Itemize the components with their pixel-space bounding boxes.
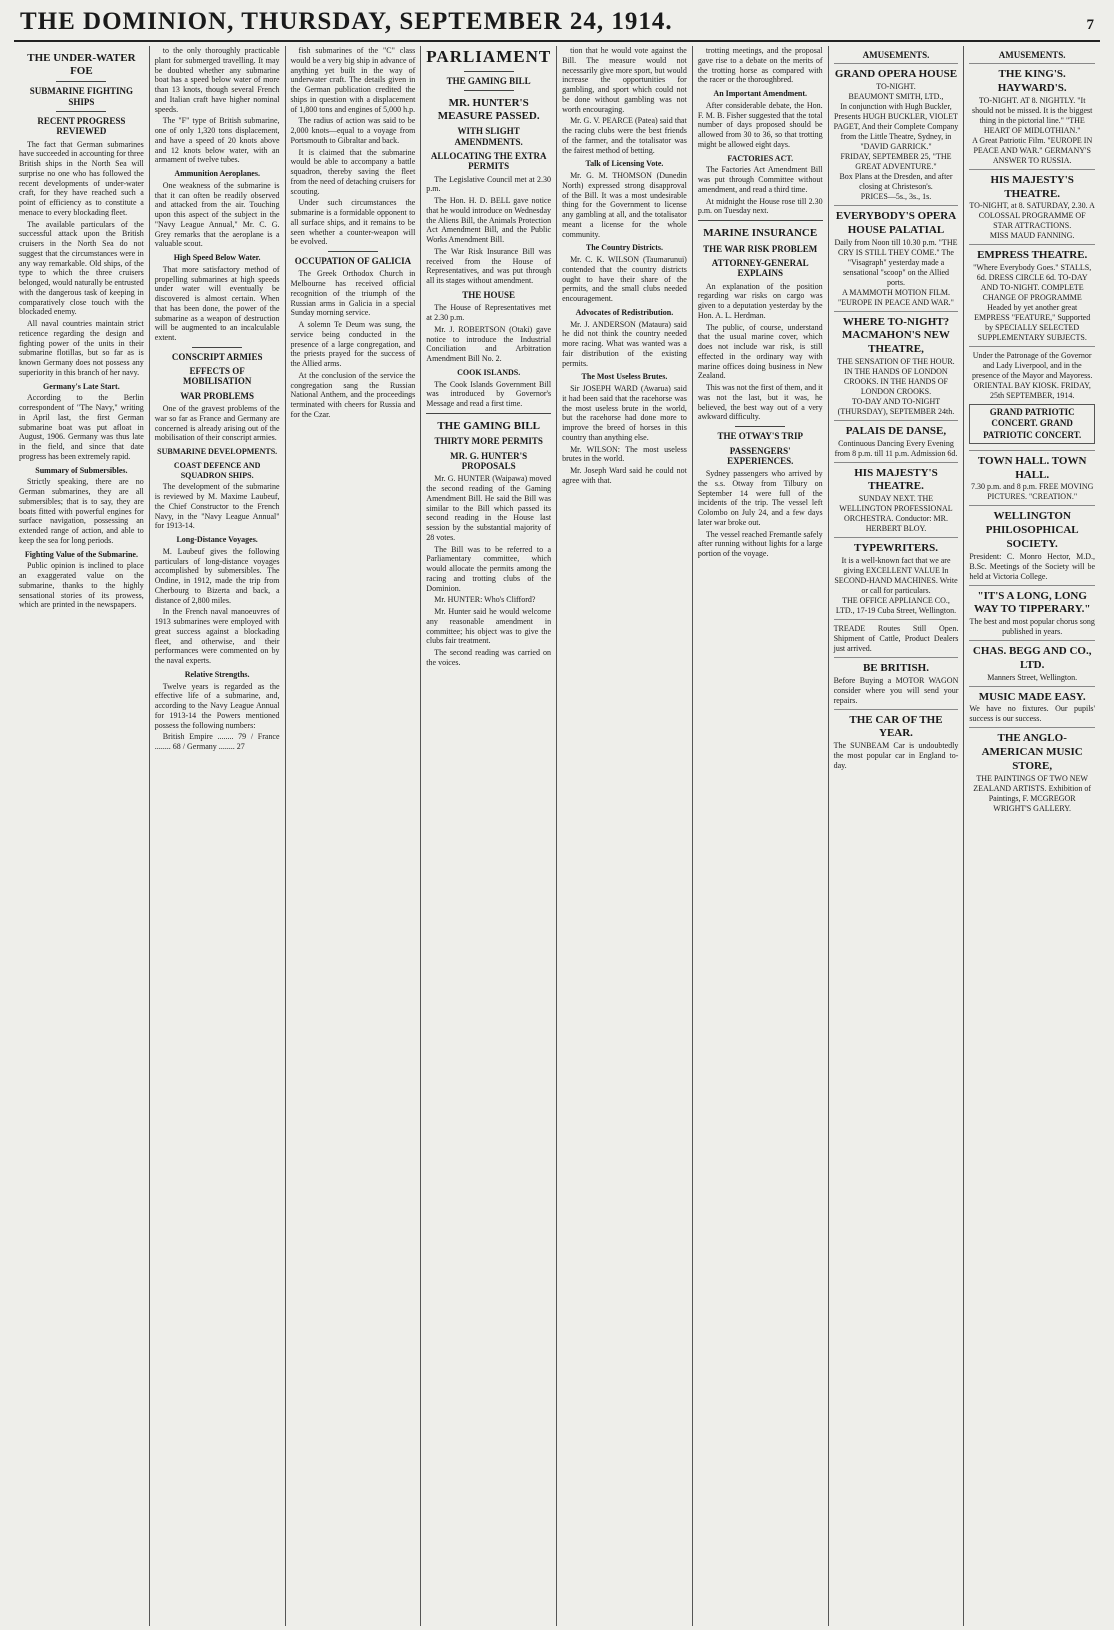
paragraph: The fact that German submarines have succeeded in accounting for three British ships in the North Sea will surprise no one who has followed the recent developments of under-water craft, for they have reached such a point of efficiency as to constitute a menace to every blockading fleet. <box>19 139 144 217</box>
ad-line: FRIDAY, SEPTEMBER 25, "THE GREAT ADVENTURE." <box>840 152 952 172</box>
paragraph: The Factories Act Amendment Bill was put through Committee without amendment, and read a third time. <box>697 165 823 194</box>
ad-title: WHERE TO-NIGHT? MACMAHON'S NEW THEATRE, <box>842 315 950 356</box>
paragraph: Mr. J. ROBERTSON (Otaki) gave notice to introduce the Industrial Conciliation and Arbitration Amendment Bill No. 2. <box>426 324 552 364</box>
ad-typewriters <box>834 537 959 619</box>
section-head: COAST DEFENCE AND SQUADRON SHIPS. <box>173 460 261 480</box>
section-head: FACTORIES ACT. <box>727 153 794 163</box>
divider <box>735 426 785 427</box>
ad-title: WELLINGTON PHILOSOPHICAL SOCIETY. <box>985 510 1079 550</box>
divider <box>426 413 551 414</box>
ad-line: THE PAINTINGS OF TWO NEW ZEALAND ARTISTS. Exhibition of Paintings, F. MCGREGOR WRIGHT'S GALLERY. <box>973 773 1092 813</box>
page-number: 7 <box>1086 17 1094 33</box>
subhead-war-problems: WAR PROBLEMS <box>180 390 255 401</box>
ad-line: 7.30 p.m. and 8 p.m. FREE MOVING PICTURES. "CREATION." <box>970 482 1094 502</box>
paragraph: Twelve years is regarded as the effective life of a submarine, and, according to the Navy League Annual for 1913-14 the Powers mentioned possess the following numbers: <box>154 681 280 730</box>
ad-philosophical-society <box>969 505 1095 584</box>
section-head: Relative Strengths. <box>184 669 250 679</box>
ad-line: Manners Street, Wellington. <box>987 672 1078 682</box>
ad-title: TYPEWRITERS. <box>853 542 938 555</box>
ad-title: THE CAR OF THE YEAR. <box>849 713 943 740</box>
subhead-war-risk: THE WAR RISK PROBLEM <box>703 243 818 254</box>
paragraph: The Legislative Council met at 2.30 p.m. <box>426 174 552 194</box>
column-6 <box>693 46 829 1626</box>
ad-line: President: C. Monro Hector, M.D., B.Sc. Meetings of the Society will be held at Victoria College. <box>969 551 1095 581</box>
paragraph: The available particulars of the successful attack upon the British cruisers in the North Sea do not suggest that the circumstances were in any way remarkable. Old ships, of the type to which the three cruisers belonged, would naturally be entrusted with the dangerous task of keeping in comparatively close touch with the blockaded enemy. <box>19 219 144 317</box>
ad-line: PRICES—5s., 3s., 1s. <box>860 192 932 202</box>
ad-line: In conjunction with Hugh Buckler, Presents HUGH BUCKLER, VIOLET PAGET, And their Complete Company from the Little Theatre, Sydney, in "DAVID GARRICK." <box>833 102 959 152</box>
paragraph: The development of the submarine is reviewed by M. Maxime Laubeuf, the Chief Constructor to the French Navy, in the "Navy League Annual" for 1913-14. <box>154 482 280 531</box>
masthead-title: THE DOMINION, THURSDAY, SEPTEMBER 24, 1914. <box>20 8 673 35</box>
ad-line: A MAMMOTH MOTION FILM. "EUROPE IN PEACE AND WAR." <box>838 287 954 307</box>
ad-be-british <box>834 657 959 709</box>
subhead-amendments: WITH SLIGHT AMENDMENTS. <box>454 126 523 147</box>
ad-line: SUNDAY NEXT. THE WELLINGTON PROFESSIONAL ORCHESTRA. Conductor: MR. HERBERT BLOY. <box>839 494 953 534</box>
divider <box>464 90 514 91</box>
ad-line: "Where Everybody Goes." STALLS, 6d. DRESS CIRCLE 6d. TO-DAY AND TO-NIGHT. COMPLETE CHANGE OF PROGRAMME <box>973 263 1092 303</box>
ad-trade-routes <box>834 619 959 657</box>
ad-line: Headed by yet another great EMPRESS "FEATURE," Supported by SPECIALLY SELECTED SUPPLEMENTARY SUBJECTS. <box>974 303 1091 343</box>
ad-macmahons <box>834 311 959 420</box>
paragraph: Mr. C. K. WILSON (Taumarunui) contended that the country districts ought to have their share of the permits, and the small clubs needed encouragement. <box>562 255 687 303</box>
subhead-otways-trip: THE OTWAY'S TRIP <box>717 431 803 442</box>
section-head: SUBMARINE DEVELOPMENTS. <box>157 447 278 457</box>
ad-palais-de-danse <box>834 420 959 462</box>
paragraph: The vessel reached Fremantle safely after running without lights for a large portion of the voyage. <box>697 529 823 559</box>
column-4 <box>421 46 557 1626</box>
paragraph: The House of Representatives met at 2.30 p.m. <box>426 303 552 323</box>
ad-everybodys <box>834 205 959 311</box>
column-2 <box>150 46 286 1626</box>
subhead-gaming-bill: THE GAMING BILL <box>446 75 531 86</box>
ad-line: Box Plans at the Dresden, and after closing at Christeson's. <box>839 172 953 192</box>
paragraph: According to the Berlin correspondent of "The Navy," writing in April last, the first German submarine boat was put afloat in August, 1906. Germany was thus late in the field, and since that date progress has been extremely rapid. <box>19 393 144 461</box>
subhead-hunters-proposals: MR. G. HUNTER'S PROPOSALS <box>450 450 528 472</box>
ad-line: TO-DAY AND TO-NIGHT (THURSDAY), SEPTEMBER 24th. <box>837 396 955 416</box>
section-head: The Most Useless Brutes. <box>581 372 668 382</box>
subhead-mobilisation: EFFECTS OF MOBILISATION <box>182 366 252 387</box>
paragraph: All naval countries maintain strict reticence regarding the design and fighting power of the units in their submarine flotillas, but so far as is known Germany does not possess any superiority in this branch of her navy. <box>19 319 144 377</box>
ad-title: THE ANGLO-AMERICAN MUSIC STORE, <box>981 732 1083 772</box>
paragraph: Under such circumstances the submarine is a formidable opponent to all surface ships, and it remains to be seen whether a counter-weapon will be evolved. <box>290 198 416 247</box>
column-3 <box>286 46 422 1626</box>
paragraph: trotting meetings, and the proposal gave rise to a debate on the merits of the trotting horse as compared with the racer or the thoroughbred. <box>697 46 823 85</box>
ad-town-hall <box>969 450 1095 506</box>
column-5 <box>557 46 693 1626</box>
column-8 <box>964 46 1100 1626</box>
section-head: High Speed Below Water. <box>173 253 261 262</box>
ad-anglo-american <box>969 727 1095 816</box>
paragraph: The second reading was carried on the voices. <box>426 648 552 667</box>
headline-gaming-bill: THE GAMING BILL <box>437 419 541 432</box>
ad-music-made-easy <box>969 686 1095 728</box>
ad-line: THE OFFICE APPLIANCE CO., LTD., 17-19 Cuba Street, Wellington. <box>835 595 957 615</box>
amusements-heading: AMUSEMENTS. <box>998 50 1066 60</box>
paragraph: Mr. J. ANDERSON (Mataura) said he did not think the country needed more racing. What was wanted was a fair distribution of the existing permits. <box>562 319 687 368</box>
ad-his-majestys <box>834 462 959 538</box>
section-head: Advocates of Redistribution. <box>575 307 674 317</box>
ad-line: GRAND PATRIOTIC CONCERT. GRAND PATRIOTIC CONCERT. <box>969 404 1095 444</box>
ad-line: The SUNBEAM Car is undoubtedly the most popular car in England to-day. <box>833 741 959 771</box>
ad-grand-opera-house <box>834 63 959 205</box>
ad-line: Daily from Noon till 10.30 p.m. "THE CRY IS STILL THEY COME." The "Visagraph" yesterday made a sensational "scoop" on the Allied ports. <box>834 237 958 287</box>
ad-line: A Great Patriotic Film. "EUROPE IN PEACE AND WAR." GERMANY'S ANSWER TO RUSSIA. <box>972 135 1093 165</box>
paragraph: The Hon. H. D. BELL gave notice that he would introduce on Wednesday the Aliens Bill, the Animals Protection Act Amendment Bill, and the Public Works Amendment Bill. <box>426 196 552 245</box>
section-head: COOK ISLANDS. <box>457 367 521 377</box>
paragraph: That more satisfactory method of propelling submarines at high speeds under water will eventually be discovered is almost certain. When that has been done, the power of the submarine as a weapon of destruction will be augmented to an incalculable extent. <box>154 264 280 342</box>
ad-line: TO-NIGHT. <box>876 82 916 92</box>
ad-title: THE KING'S. HAYWARD'S. <box>997 68 1067 95</box>
paragraph: After considerable debate, the Hon. F. M. B. Fisher suggested that the total number of days proposed should be allowed from 30 to 36, so that trotting might be allowed eight days. <box>697 100 823 149</box>
divider <box>56 111 106 112</box>
paragraph: A solemn Te Deum was sung, the service being conducted in the presence of a large congregation, and the priests prayed for the success of the Allied arms. <box>290 320 416 369</box>
divider <box>192 347 242 348</box>
divider <box>328 251 378 252</box>
paragraph: Mr. Hunter said he would welcome any reasonable amendment in committee; his object was to give the clubs fair treatment. <box>426 607 552 646</box>
section-head: Germany's Late Start. <box>43 381 120 391</box>
ad-line: Continuous Dancing Every Evening from 8 p.m. till 11 p.m. Admission 6d. <box>834 438 958 458</box>
paragraph: tion that he would vote against the Bill. The measure would not necessarily give more sport, but would increase the opportunities for gambling, and sport which could not be done without gambling was not worth encouraging. <box>562 46 687 114</box>
subhead-galicia: OCCUPATION OF GALICIA <box>294 256 412 266</box>
section-head: An Important Amendment. <box>713 89 807 98</box>
ad-line: TREADE Routes Still Open. Shipment of Cattle, Product Dealers just arrived. <box>833 623 959 653</box>
paragraph: Sydney passengers who arrived by the s.s. Otway from Tilbury on September 14 were full of the incidents of the trip. The vessel left Colombo on July 24, and a few days later war broke out. <box>697 469 823 527</box>
paragraph: The Cook Islands Government Bill was introduced by Governor's Message and read a first time. <box>426 379 552 409</box>
amusements-heading: AMUSEMENTS. <box>862 50 930 60</box>
ad-his-majestys-theatre <box>969 169 1095 245</box>
paragraph: It is claimed that the submarine would be able to accompany a battle squadron, thereby saving the fleet from the need of detaching cruisers for scouting. <box>290 147 416 196</box>
subhead-thirty-permits: THIRTY MORE PERMITS <box>434 436 543 447</box>
ad-line: Under the Patronage of the Governor and Lady Liverpool, and in the presence of the Mayor and Mayoress. ORIENTAL BAY KIOSK. FRIDAY, 25th SEPTEMBER, 1914. <box>971 351 1093 401</box>
paragraph: Sir JOSEPH WARD (Awarua) said it had been said that the racehorse was the most useless brute in the world, but the racehorse had done more to improve the breed of horses in this country than anything else. <box>562 384 687 442</box>
subhead-the-house: THE HOUSE <box>462 289 516 300</box>
paragraph: to the only thoroughly practicable plant for submerged travelling. It may be doubted whether any submarine boat has a speed below water of more than 13 knots, though several French and Italian craft have higher nominal speeds. <box>154 46 280 114</box>
ad-chas-begg <box>969 640 1095 686</box>
ad-line: MISS MAUD FANNING. <box>989 231 1075 241</box>
paragraph: Mr. HUNTER: Who's Clifford? <box>434 595 536 605</box>
section-head: Talk of Licensing Vote. <box>585 159 664 169</box>
ad-line: TO-NIGHT. AT 8. NIGHTLY. "It should not be missed. It is the biggest thing in the pictorial line." "THE HEART OF MIDLOTHIAN." <box>971 95 1093 135</box>
headline-parliament: PARLIAMENT <box>426 47 552 66</box>
column-1 <box>14 46 150 1626</box>
ad-line: BEAUMONT SMITH, LTD., <box>848 92 944 102</box>
paragraph: The Greek Orthodox Church in Melbourne has received official recognition of the triumph of the Russian arms in Galicia in a special Sunday morning service. <box>290 269 416 318</box>
columns <box>14 46 1100 1626</box>
ad-kings <box>969 63 1095 169</box>
ad-oriental-bay-kiosk <box>969 346 1095 450</box>
paragraph: The War Risk Insurance Bill was received from the House of Representatives, and was put through all its stages without amendment. <box>426 246 552 286</box>
section-head: Fighting Value of the Submarine. <box>24 549 138 559</box>
ad-line: The best and most popular chorus song published in years. <box>969 617 1095 637</box>
paragraph: Strictly speaking, there are no German submarines, they are all submersibles; that is to say, they are boats fitted with powerful engines for surface navigation, possessing an extended range of action, and able to keep the sea for long periods. <box>19 477 144 545</box>
paragraph: The "F" type of British submarine, one of only 1,320 tons displacement, and have a speed of 20 knots above and 12 knots below water, with an armament of twelve tubes. <box>154 116 280 165</box>
ad-title: "IT'S A LONG, LONG WAY TO TIPPERARY." <box>973 589 1091 616</box>
section-head: Ammunition Aeroplanes. <box>174 169 260 178</box>
subhead-permits: ALLOCATING THE EXTRA PERMITS <box>430 151 547 172</box>
paragraph: fish submarines of the "C" class would be a very big ship in advance of anything yet built in the way of underwater craft. The details given in the German publication credited the ships in question with a displacement of 1,800 tons and engines of 5,000 h.p. <box>290 46 416 114</box>
divider <box>464 71 514 72</box>
column-7 <box>829 46 965 1626</box>
divider <box>56 81 106 82</box>
paragraph: The radius of action was said to be 2,000 knots—equal to a voyage from Portsmouth to Gibraltar and back. <box>290 116 416 145</box>
paragraph: This was not the first of them, and it was not the last, but it was, he believed, the best way out of a very awkward difficulty. <box>697 383 823 422</box>
paragraph: M. Laubeuf gives the following particulars of long-distance voyages accomplished by submersibles. The Ondine, in 1912, made the trip from Cherbourg to Bizerta and back, a distance of 2,800 miles. <box>154 546 280 605</box>
ad-line: TO-NIGHT, at 8. SATURDAY, 2.30. A COLOSSAL PROGRAMME OF STAR ATTRACTIONS. <box>969 201 1095 231</box>
paragraph: Public opinion is inclined to place an exaggerated value on the submarine, thanks to the highly sensational stories of its prowess, which are printed in the newspapers. <box>19 561 144 610</box>
ad-sunbeam <box>834 709 959 775</box>
divider <box>698 220 823 221</box>
section-head: The Country Districts. <box>585 243 663 253</box>
subhead-conscript-armies: CONSCRIPT ARMIES <box>171 351 263 362</box>
paragraph: In the French naval manoeuvres of 1913 submarines were employed with great success against a blockading fleet, and otherwise, and their performances were commented on by the naval experts. <box>154 607 280 666</box>
ad-empress <box>969 244 1095 346</box>
paragraph: The Bill was to be referred to a Parliamentary committee, which would allocate the permits among the racing and trotting clubs of the Dominion. <box>426 544 552 593</box>
ad-line: We have no fixtures. Our pupils' success is our success. <box>969 704 1095 724</box>
section-head: Summary of Submersibles. <box>35 465 128 475</box>
ad-title: GRAND OPERA HOUSE <box>834 68 958 81</box>
headline-marine-insurance: MARINE INSURANCE <box>703 227 818 239</box>
ad-title: CHAS. BEGG AND CO., LTD. <box>972 645 1092 671</box>
subhead-hunters-measure: MR. HUNTER'S MEASURE PASSED. <box>437 97 540 122</box>
paragraph: At midnight the House rose till 2.30 p.m. on Tuesday next. <box>697 196 823 216</box>
subhead-passengers: PASSENGERS' EXPERIENCES. <box>727 445 794 466</box>
paragraph: Mr. G. V. PEARCE (Patea) said that the racing clubs were the best friends of the farmer, and the totalisator was the fairest method of betting. <box>562 116 687 155</box>
paragraph: One of the gravest problems of the war so far as France and Germany are concerned is already arising out of the mobilisation of their conscript armies. <box>154 404 280 443</box>
ad-title: BE BRITISH. <box>862 661 929 674</box>
ad-title: HIS MAJESTY'S THEATRE. <box>854 466 938 493</box>
paragraph: Mr. G. M. THOMSON (Dunedin North) expressed strong disapproval of the Bill. It was a most undesirable thing for the Government to license any gambling at all, and the totalisator meant a license for the whole community. <box>562 171 687 239</box>
ad-title: EVERYBODY'S OPERA HOUSE PALATIAL <box>835 210 957 236</box>
strength-table: British Empire ........ 79 / France ........ 68 / Germany ........ 27 <box>154 732 280 752</box>
ad-line: Before Buying a MOTOR WAGON consider where you will send your repairs. <box>833 675 959 705</box>
paragraph: The public, of course, understand that the usual marine cover, which does not include war risk, is still effected in the ordinary way with marine offices doing business in New Zealand. <box>697 322 823 381</box>
paragraph: One weakness of the submarine is that it can often be readily observed and attacked from the air. Touching upon this aspect of the subject in the "Navy League Annual," Mr. C. G. Grey remarks that the aeroplane is a valuable scout. <box>154 180 280 249</box>
ad-line: It is a well-known fact that we are giving EXCELLENT VALUE In SECOND-HAND MACHINES. Write or call for particulars. <box>834 555 958 595</box>
paragraph: Mr. WILSON: The most useless brutes in the world. <box>562 444 687 464</box>
masthead <box>14 8 1100 42</box>
ad-title: PALAIS DE DANSE, <box>845 424 947 437</box>
section-head: Long-Distance Voyages. <box>176 535 258 545</box>
ad-title: EMPRESS THEATRE. <box>977 249 1088 262</box>
paragraph: An explanation of the position regarding war risks on cargo was given to a deputation yesterday by the Hon. A. L. Herdman. <box>697 281 823 320</box>
subhead-recent-progress: RECENT PROGRESS REVIEWED <box>37 115 126 137</box>
subhead-submarine: SUBMARINE FIGHTING SHIPS <box>29 86 134 107</box>
paragraph: Mr. Joseph Ward said he could not agree with that. <box>562 466 687 485</box>
subhead-attorney-general: ATTORNEY-GENERAL EXPLAINS <box>711 257 809 279</box>
ad-title: MUSIC MADE EASY. <box>978 690 1086 703</box>
ad-title: TOWN HALL. TOWN HALL. <box>977 454 1087 481</box>
ad-line: THE SENSATION OF THE HOUR. IN THE HANDS OF LONDON CROOKS. IN THE HANDS OF LONDON CROOKS. <box>837 356 955 396</box>
headline-underwater-foe: THE UNDER-WATER FOE <box>27 52 136 77</box>
ad-tipperary <box>969 585 1095 641</box>
ad-title: HIS MAJESTY'S THEATRE. <box>990 173 1074 200</box>
paragraph: At the conclusion of the service the congregation sang the Russian National Anthem, and the proceedings terminated with cheers for Russia and for the Czar. <box>290 370 416 419</box>
paragraph: Mr. G. HUNTER (Waipawa) moved the second reading of the Gaming Amendment Bill. He said the Bill was similar to the Bill which passed its second reading in the House last session by the substantial majority of 28 votes. <box>426 474 552 542</box>
